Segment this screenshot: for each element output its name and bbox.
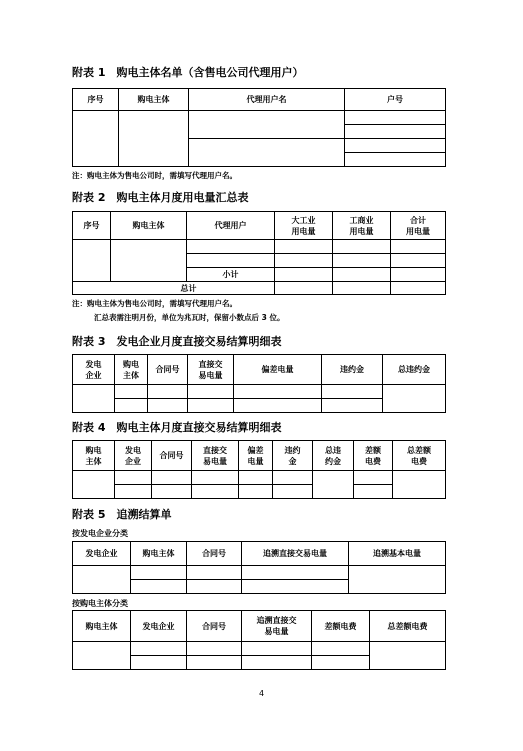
t4-cell	[73, 471, 115, 499]
t2-header-buyer: 购电主体	[111, 212, 187, 240]
t3-cell	[148, 385, 188, 399]
t5a-header-generator: 发电企业	[73, 542, 131, 566]
t4-cell	[313, 471, 354, 499]
t4-cell	[273, 471, 313, 485]
t3-cell	[234, 399, 322, 413]
t4-header-generator: 发电 企业	[115, 441, 152, 471]
t4-cell	[192, 471, 239, 485]
t3-cell	[115, 385, 148, 399]
table5b	[72, 610, 446, 670]
t3-cell	[148, 399, 188, 413]
t4-header-diff-fee: 差额 电费	[354, 441, 393, 471]
t2-header-agent-user: 代理用户	[187, 212, 275, 240]
t5b-cell	[312, 642, 370, 656]
t4-header-total-diff-fee: 总差额 电费	[393, 441, 446, 471]
page-number: 4	[258, 689, 265, 698]
t2-cell	[391, 268, 446, 282]
t2-subtotal-label: 小计	[187, 268, 275, 282]
t4-cell	[192, 485, 239, 499]
t2-cell	[275, 240, 333, 254]
t4-header-total-penalty: 总违 约金	[313, 441, 354, 471]
table4	[72, 440, 446, 499]
t1-cell	[73, 111, 119, 167]
t3-cell	[322, 385, 383, 399]
t4-cell	[152, 471, 192, 485]
t5a-header-trace-direct: 追溯直接交易电量	[242, 542, 349, 566]
t2-cell	[333, 268, 391, 282]
t5a-cell	[242, 566, 349, 580]
t1-header-account: 户号	[345, 89, 446, 111]
t4-header-buyer: 购电 主体	[73, 441, 115, 471]
t4-cell	[239, 471, 273, 485]
t5a-cell	[242, 580, 349, 594]
t5b-header-contract: 合同号	[187, 611, 242, 642]
t4-cell	[273, 485, 313, 499]
t3-cell	[188, 385, 234, 399]
table5a	[72, 541, 446, 594]
t2-cell	[275, 282, 333, 295]
table1	[72, 88, 446, 167]
t5b-cell	[187, 656, 242, 670]
table5-title: 附表 5 追溯结算单	[72, 508, 172, 521]
t2-cell	[333, 282, 391, 295]
t4-cell	[152, 485, 192, 499]
table2-note-1: 注：购电主体为售电公司时，需填写代理用户名。	[72, 299, 237, 308]
t3-header-total-penalty: 总违约金	[383, 355, 446, 385]
t4-cell	[115, 471, 152, 485]
t5a-cell	[131, 580, 187, 594]
table2-note-2: 汇总表需注明月份，单位为兆瓦时，保留小数点后 3 位。	[94, 313, 285, 322]
t1-cell	[119, 111, 189, 167]
t3-cell	[322, 399, 383, 413]
t1-cell	[345, 111, 446, 125]
t4-header-penalty: 违约 金	[273, 441, 313, 471]
table2	[72, 211, 446, 295]
t5a-header-contract: 合同号	[187, 542, 242, 566]
t5a-header-trace-base: 追溯基本电量	[349, 542, 446, 566]
t1-cell	[345, 139, 446, 153]
t5b-header-generator: 发电企业	[131, 611, 187, 642]
t3-cell	[115, 399, 148, 413]
t3-header-buyer: 购电 主体	[115, 355, 148, 385]
table4-title: 附表 4 购电主体月度直接交易结算明细表	[72, 421, 282, 434]
t5b-cell	[131, 656, 187, 670]
t3-header-generator: 发电 企业	[73, 355, 115, 385]
t5b-header-total-diff-fee: 总差额电费	[370, 611, 446, 642]
t4-header-deviation: 偏差 电量	[239, 441, 273, 471]
t1-header-agent-user: 代理用户名	[189, 89, 345, 111]
t3-header-direct-volume: 直接交 易电量	[188, 355, 234, 385]
t2-cell	[333, 240, 391, 254]
t2-cell	[111, 240, 187, 282]
t1-header-buyer: 购电主体	[119, 89, 189, 111]
t4-header-direct-volume: 直接交 易电量	[192, 441, 239, 471]
t5b-cell	[312, 656, 370, 670]
table2-title: 附表 2 购电主体月度用电量汇总表	[72, 191, 249, 204]
table3-title: 附表 3 发电企业月度直接交易结算明细表	[72, 335, 282, 348]
t5a-cell	[187, 566, 242, 580]
table5-sub2: 按购电主体分类	[72, 599, 128, 608]
t5b-cell	[131, 642, 187, 656]
t4-cell	[354, 471, 393, 485]
table1-title: 附表 1 购电主体名单（含售电公司代理用户）	[72, 66, 304, 79]
t1-header-index: 序号	[73, 89, 119, 111]
t5b-cell	[73, 642, 131, 670]
t3-cell	[188, 399, 234, 413]
t2-header-industrial: 大工业 用电量	[275, 212, 333, 240]
t2-cell	[391, 254, 446, 268]
t4-cell	[354, 485, 393, 499]
t2-cell	[333, 254, 391, 268]
t2-total-label: 总计	[73, 282, 275, 295]
t1-cell	[189, 111, 345, 139]
t5b-header-diff-fee: 差额电费	[312, 611, 370, 642]
t5b-cell	[242, 642, 312, 656]
t1-cell	[189, 139, 345, 167]
t1-cell	[345, 125, 446, 139]
t3-header-deviation: 偏差电量	[234, 355, 322, 385]
t5b-cell	[187, 642, 242, 656]
t2-cell	[73, 240, 111, 282]
t2-cell	[275, 268, 333, 282]
t2-cell	[187, 240, 275, 254]
t2-cell	[391, 240, 446, 254]
t5b-cell	[242, 656, 312, 670]
t4-cell	[239, 485, 273, 499]
t5a-cell	[131, 566, 187, 580]
t1-cell	[345, 153, 446, 167]
t3-cell	[383, 385, 446, 413]
t5b-header-trace-direct: 追溯直接交 易电量	[242, 611, 312, 642]
t5a-cell	[349, 566, 446, 594]
t5a-cell	[187, 580, 242, 594]
t3-cell	[234, 385, 322, 399]
t2-cell	[391, 282, 446, 295]
t3-header-penalty: 违约金	[322, 355, 383, 385]
t4-header-contract: 合同号	[152, 441, 192, 471]
t4-cell	[393, 471, 446, 499]
t2-header-index: 序号	[73, 212, 111, 240]
t5b-header-buyer: 购电主体	[73, 611, 131, 642]
t4-cell	[115, 485, 152, 499]
t5a-cell	[73, 566, 131, 594]
t2-cell	[275, 254, 333, 268]
t3-header-contract: 合同号	[148, 355, 188, 385]
t2-header-commercial: 工商业 用电量	[333, 212, 391, 240]
t5b-cell	[370, 642, 446, 670]
table3	[72, 354, 446, 413]
table5-sub1: 按发电企业分类	[72, 529, 128, 538]
t2-header-total-usage: 合计 用电量	[391, 212, 446, 240]
t3-cell	[73, 385, 115, 413]
t5a-header-buyer: 购电主体	[131, 542, 187, 566]
table1-note: 注：购电主体为售电公司时，需填写代理用户名。	[72, 171, 237, 180]
t2-cell	[187, 254, 275, 268]
